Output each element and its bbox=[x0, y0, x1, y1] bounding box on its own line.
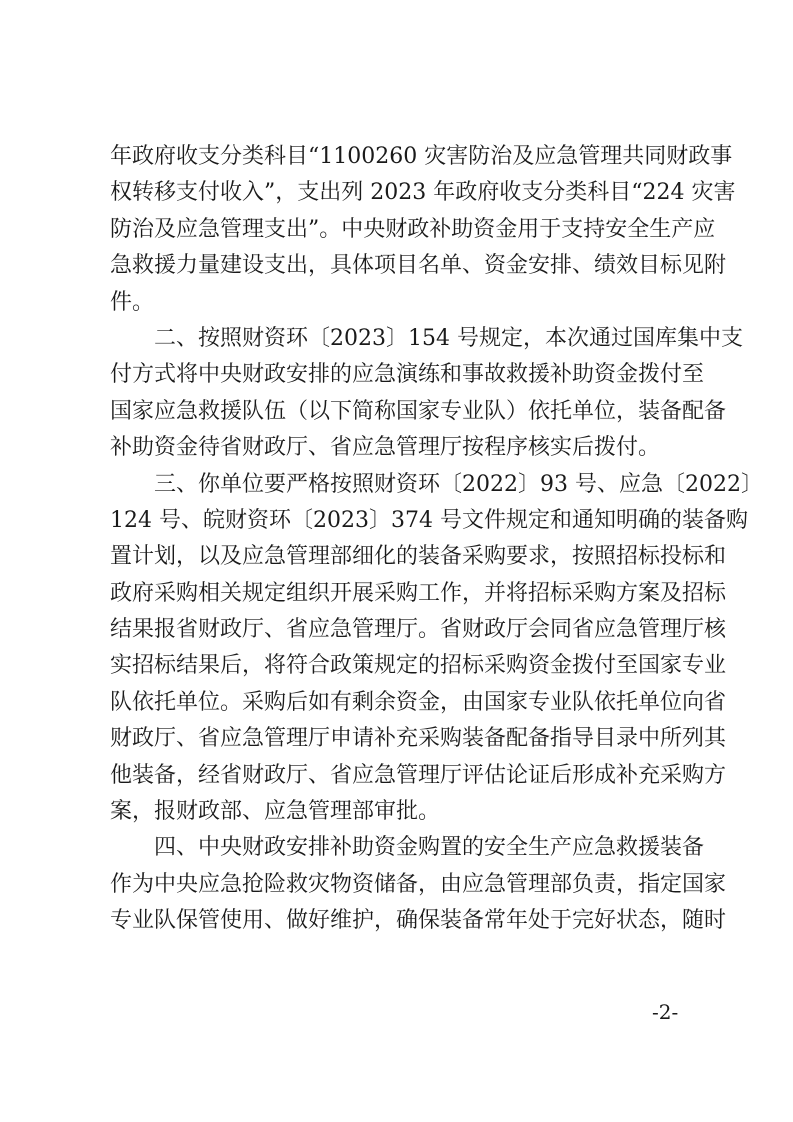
text-line: 124 号、皖财资环〔2023〕374 号文件规定和通知明确的装备购 bbox=[110, 507, 748, 533]
text-line: 三、你单位要严格按照财资环〔2022〕93 号、应急〔2022〕 bbox=[110, 471, 763, 497]
text-line: 付方式将中央财政安排的应急演练和事故救援补助资金拨付至 bbox=[110, 362, 705, 388]
text-line: 年政府收支分类科目“1100260 灾害防治及应急管理共同财政事 bbox=[110, 144, 733, 169]
text-line: 专业队保管使用、做好维护，确保装备常年处于完好状态，随时 bbox=[110, 908, 727, 934]
text-line: 置计划，以及应急管理部细化的装备采购要求，按照招标投标和 bbox=[110, 544, 727, 570]
text-line: 作为中央应急抢险救灾物资储备，由应急管理部负责，指定国家 bbox=[110, 871, 727, 897]
text-line: 二、按照财资环〔2023〕154 号规定，本次通过国库集中支 bbox=[110, 325, 743, 351]
text-line: 急救援力量建设支出，具体项目名单、资金安排、绩效目标见附 bbox=[110, 253, 727, 279]
text-line: 政府采购相关规定组织开展采购工作，并将招标采购方案及招标 bbox=[110, 580, 727, 606]
text-line: 补助资金待省财政厅、省应急管理厅按程序核实后拨付。 bbox=[110, 435, 661, 461]
text-line: 队依托单位。采购后如有剩余资金，由国家专业队依托单位向省 bbox=[110, 689, 727, 715]
text-line: 实招标结果后，将符合政策规定的招标采购资金拨付至国家专业 bbox=[110, 653, 727, 679]
text-line: 财政厅、省应急管理厅申请补充采购装备配备指导目录中所列其 bbox=[110, 726, 727, 752]
text-line: 他装备，经省财政厅、省应急管理厅评估论证后形成补充采购方 bbox=[110, 762, 727, 788]
page-number: -2- bbox=[652, 1000, 679, 1024]
text-line: 权转移支付收入”，支出列 2023 年政府收支分类科目“224 灾害 bbox=[110, 180, 736, 206]
text-line: 四、中央财政安排补助资金购置的安全生产应急救援装备 bbox=[110, 835, 705, 861]
text-line: 结果报省财政厅、省应急管理厅。省财政厅会同省应急管理厅核 bbox=[110, 617, 727, 643]
text-line: 防治及应急管理支出”。中央财政补助资金用于支持安全生产应 bbox=[110, 216, 716, 242]
text-line: 案，报财政部、应急管理部审批。 bbox=[110, 799, 441, 825]
text-line: 件。 bbox=[110, 289, 155, 315]
text-line: 国家应急救援队伍（以下简称国家专业队）依托单位，装备配备 bbox=[110, 398, 727, 424]
document-body bbox=[110, 139, 763, 940]
